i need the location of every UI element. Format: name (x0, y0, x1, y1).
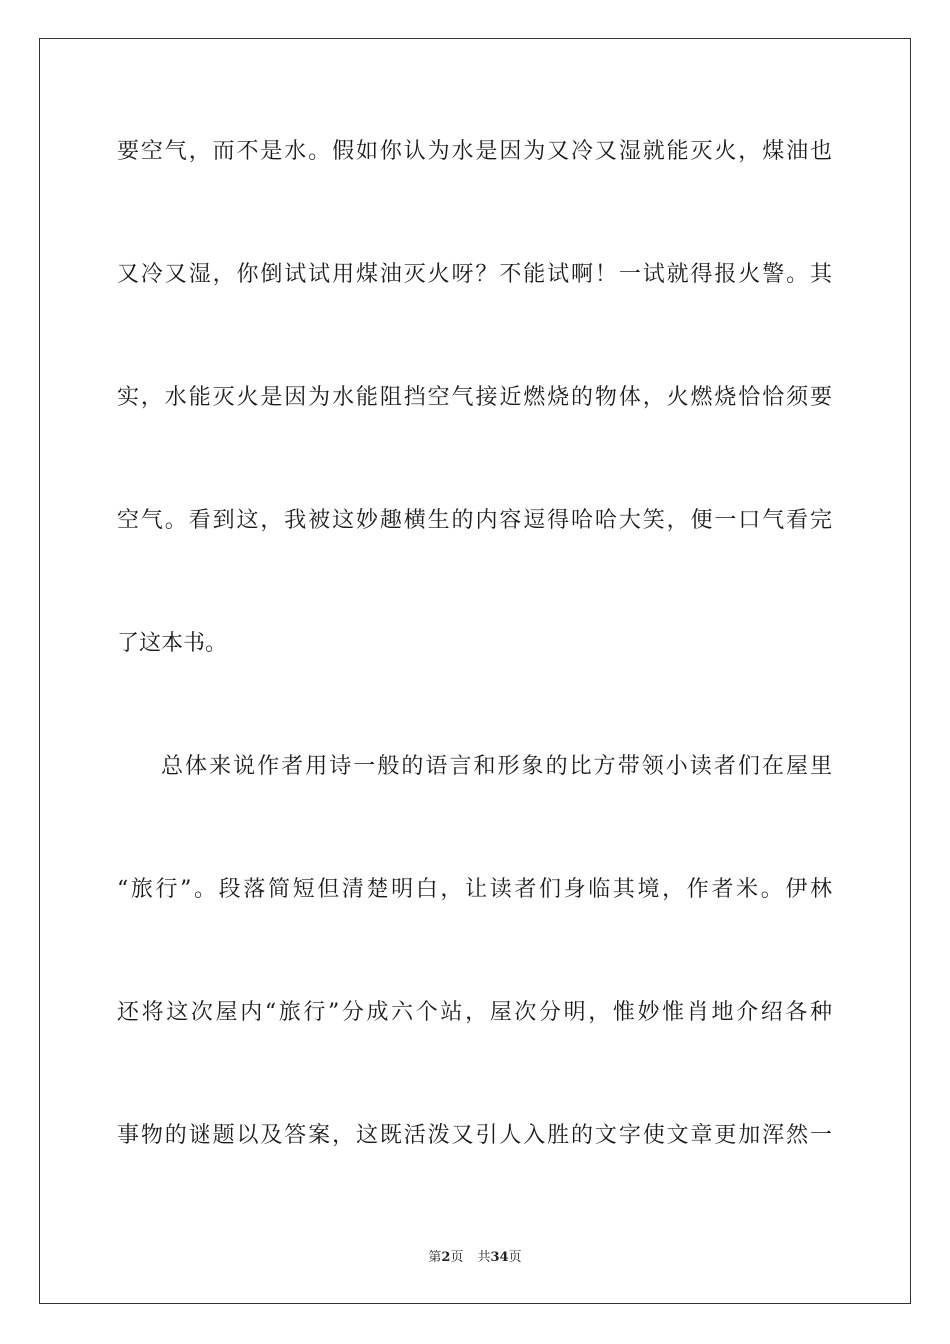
body-text-line: 了这本书。 (117, 631, 228, 656)
body-text-line: 又冷又湿，你倒试试用煤油灭火呀？不能试啊！一试就得报火警。其 (117, 262, 832, 287)
paragraph-first-line: 总体来说作者用诗一般的语言和形象的比方带领小读者们在屋里 (161, 754, 832, 779)
page-prefix: 第 (428, 1250, 442, 1265)
body-text-line: 事物的谜题以及答案，这既活泼又引人入胜的文字使文章更加浑然一 (117, 1123, 832, 1148)
page-frame (39, 38, 911, 1304)
page-number: 2 (441, 1250, 451, 1265)
body-text-line: 实，水能灭火是因为水能阻挡空气接近燃烧的物体，火燃烧恰恰须要 (117, 385, 832, 410)
page-suffix: 页 (450, 1250, 464, 1265)
total-pages: 34 (490, 1250, 509, 1265)
total-prefix: 共 (477, 1250, 491, 1265)
body-text-line: “旅行”。段落简短但清楚明白，让读者们身临其境，作者米。伊林 (117, 877, 832, 902)
body-text-line: 要空气，而不是水。假如你认为水是因为又冷又湿就能灭火，煤油也 (117, 139, 832, 164)
total-suffix: 页 (508, 1250, 522, 1265)
body-text-line: 空气。看到这，我被这妙趣横生的内容逗得哈哈大笑，便一口气看完 (117, 508, 832, 533)
body-text-line: 还将这次屋内“旅行”分成六个站，屋次分明，惟妙惟肖地介绍各种 (117, 1000, 832, 1025)
page-footer (0, 1246, 950, 1265)
